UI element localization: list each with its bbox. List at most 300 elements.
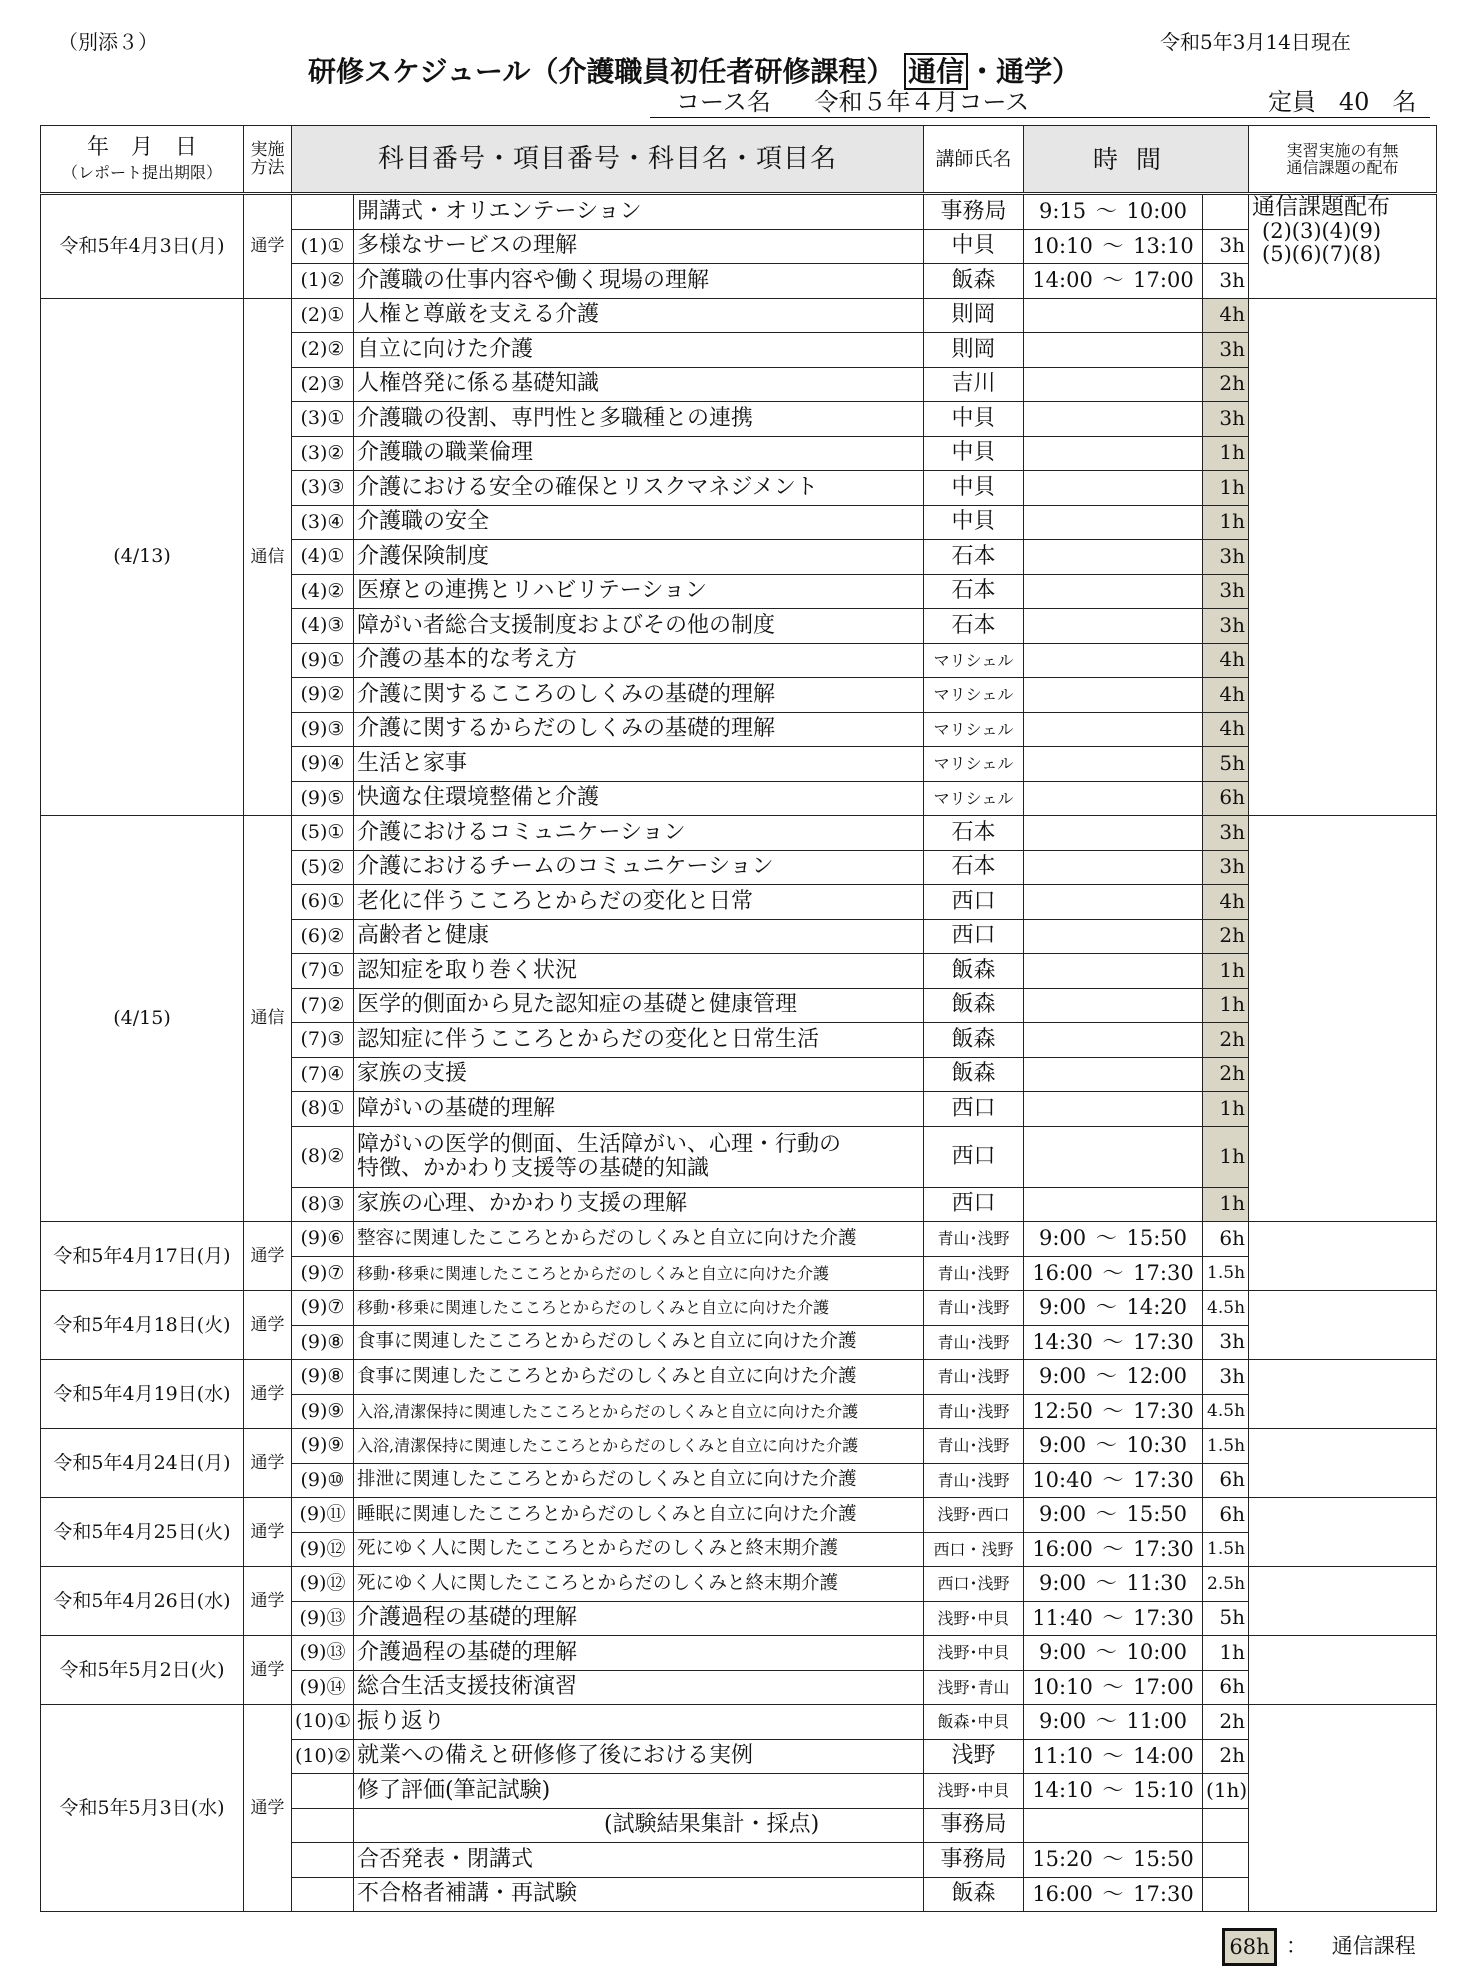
capacity-value: 40 [1338,88,1370,116]
subject-cell [354,298,924,333]
schedule-row [41,1291,1437,1326]
date-cell: 令和5年4月18日(火) [41,1291,244,1360]
hours-cell [1203,194,1249,230]
col-header-method [244,126,292,194]
subject-text: 介護過程の基礎的理解 [357,1639,578,1665]
subject-cell [354,1092,924,1127]
method-cell: 通学 [244,1291,292,1360]
hours-cell: 4h [1203,885,1249,920]
course-label: コース名 [676,88,771,116]
subject-text: 食事に関連したこころとからだのしくみと自立に向けた介護 [357,1365,857,1387]
lecturer-cell: 浅野･西口 [924,1498,1024,1533]
hours-cell: 6h [1203,1498,1249,1533]
hours-cell: 5h [1203,747,1249,782]
method-cell: 通信 [244,298,292,816]
hours-cell: 1h [1203,1092,1249,1127]
lecturer-cell: 浅野 [924,1739,1024,1774]
schedule-row [41,194,1437,230]
subject-cell [354,1567,924,1602]
subject-text: 開講式・オリエンテーション [357,198,642,224]
subject-cell [354,436,924,471]
lecturer-cell: 浅野･中貝 [924,1636,1024,1671]
total-hours-label [1286,1930,1416,1960]
lecturer-cell: 飯森 [924,954,1024,989]
subject-text: 死にゆく人に関したこころとからだのしくみと終末期介護 [357,1538,839,1560]
time-cell: 9:00 ～ 15:50 [1024,1498,1203,1533]
method-cell: 通学 [244,1429,292,1498]
item-code: (10)② [292,1739,354,1774]
time-cell: 10:40 ～ 17:30 [1024,1463,1203,1498]
method-cell: 通学 [244,1567,292,1636]
note-cell [1249,194,1437,299]
time-cell [1024,1187,1203,1222]
lecturer-cell: 中貝 [924,505,1024,540]
subject-cell [354,1739,924,1774]
subject-text: 認知症に伴うこころとからだの変化と日常生活 [357,1026,820,1052]
item-code: (1)① [292,229,354,264]
item-code [292,1843,354,1878]
subject-cell [354,1670,924,1705]
time-cell [1024,333,1203,368]
hours-cell: 6h [1203,1222,1249,1257]
item-code: (2)③ [292,367,354,402]
hours-cell: 3h [1203,850,1249,885]
subject-cell [354,367,924,402]
note-cell [1249,1567,1437,1636]
lecturer-cell: 青山･浅野 [924,1394,1024,1429]
subject-text: 介護保険制度 [357,543,490,569]
schedule-table [40,125,1437,1912]
subject-cell [354,1463,924,1498]
hours-cell: 1.5h [1203,1532,1249,1567]
subject-text: 家族の心理、かかわり支援の理解 [357,1191,688,1217]
col-header-note [1249,126,1437,194]
lecturer-cell: 中貝 [924,471,1024,506]
item-code: (9)⑫ [292,1567,354,1602]
lecturer-cell: 浅野･中貝 [924,1774,1024,1809]
subject-text: 介護職の職業倫理 [357,440,534,466]
subject-cell [354,1023,924,1058]
lecturer-cell: 飯森 [924,1057,1024,1092]
item-code: (9)④ [292,747,354,782]
subject-text: 認知症を取り巻く状況 [357,957,578,983]
hours-cell [1203,1843,1249,1878]
time-cell [1024,988,1203,1023]
item-code: (9)③ [292,712,354,747]
time-cell [1024,402,1203,437]
col-header-time: 時間 [1024,126,1249,194]
col-header-date-sub: （レポート提出期限） [61,163,222,183]
subject-cell [354,1774,924,1809]
item-code: (2)① [292,298,354,333]
lecturer-cell: マリシェル [924,747,1024,782]
subject-cell [354,229,924,264]
item-code: (3)② [292,436,354,471]
time-cell [1024,816,1203,851]
note-cell [1249,1705,1437,1912]
subject-cell [354,678,924,713]
total-hours-box: 68h [1222,1928,1277,1966]
time-cell [1024,1808,1203,1843]
hours-cell: 2h [1203,919,1249,954]
time-cell [1024,678,1203,713]
lecturer-cell: 飯森 [924,1023,1024,1058]
schedule-row [41,1567,1437,1602]
note-line: 通信課題配布 [1252,194,1391,220]
item-code: (3)④ [292,505,354,540]
subject-cell [354,1126,924,1187]
method-cell: 通信 [244,816,292,1222]
capacity-info [1268,82,1416,117]
schedule-row [41,816,1437,851]
subject-text: 修了評価(筆記試験) [357,1777,551,1803]
hours-cell: 4.5h [1203,1291,1249,1326]
subject-cell [354,1394,924,1429]
subject-text: 介護職の仕事内容や働く現場の理解 [357,267,710,293]
note-cell [1249,1360,1437,1429]
total-label-text: 通信課程 [1331,1934,1416,1958]
hours-cell: 3h [1203,229,1249,264]
time-cell: 9:00 ～ 11:00 [1024,1705,1203,1740]
lecturer-cell: マリシェル [924,678,1024,713]
item-code: (9)⑩ [292,1463,354,1498]
item-code: (9)⑥ [292,1222,354,1257]
time-cell: 9:00 ～ 12:00 [1024,1360,1203,1395]
subject-cell [354,1601,924,1636]
lecturer-cell: 浅野･青山 [924,1670,1024,1705]
subject-cell [354,333,924,368]
capacity-unit: 名 [1392,88,1417,116]
time-cell: 9:00 ～ 14:20 [1024,1291,1203,1326]
subject-text: 老化に伴うこころとからだの変化と日常 [357,888,754,914]
hours-cell: 3h [1203,264,1249,299]
method-cell: 通学 [244,1498,292,1567]
lecturer-cell: 事務局 [924,1808,1024,1843]
lecturer-cell: 浅野･中貝 [924,1601,1024,1636]
lecturer-cell: 中貝 [924,436,1024,471]
item-code: (9)⑨ [292,1394,354,1429]
subject-cell [354,1498,924,1533]
subject-text: 生活と家事 [357,750,468,776]
time-cell: 9:00 ～ 15:50 [1024,1222,1203,1257]
hours-cell: 6h [1203,1463,1249,1498]
time-cell [1024,609,1203,644]
hours-cell: 1h [1203,436,1249,471]
item-code: (9)② [292,678,354,713]
hours-cell: 4h [1203,298,1249,333]
hours-cell: 2h [1203,1739,1249,1774]
time-cell: 15:20 ～ 15:50 [1024,1843,1203,1878]
item-code: (9)⑫ [292,1532,354,1567]
time-cell [1024,954,1203,989]
lecturer-cell: 青山･浅野 [924,1222,1024,1257]
schedule-row [41,1705,1437,1740]
item-code: (3)① [292,402,354,437]
item-code: (5)② [292,850,354,885]
subject-cell [354,1057,924,1092]
subject-cell [354,1222,924,1257]
subject-text: 就業への備えと研修修了後における実例 [357,1743,754,1769]
time-cell [1024,712,1203,747]
schedule-row [41,1360,1437,1395]
subject-text: 介護に関するからだのしくみの基礎的理解 [357,716,776,742]
time-cell [1024,298,1203,333]
subject-text: (試験結果集計・採点) [604,1812,820,1838]
subject-cell [354,1291,924,1326]
subject-text: 入浴,清潔保持に関連したこころとからだのしくみと自立に向けた介護 [357,1436,859,1456]
subject-text: 介護におけるチームのコミュニケーション [357,854,774,880]
subject-text: 死にゆく人に関したこころとからだのしくみと終末期介護 [357,1572,839,1594]
item-code: (7)③ [292,1023,354,1058]
note-cell [1249,298,1437,816]
item-code: (2)② [292,333,354,368]
date-cell: 令和5年4月25日(火) [41,1498,244,1567]
hours-cell: 1.5h [1203,1429,1249,1464]
item-code: (8)① [292,1092,354,1127]
hours-cell: 1h [1203,988,1249,1023]
lecturer-cell: 青山･浅野 [924,1325,1024,1360]
hours-cell: 2h [1203,1023,1249,1058]
date-cell: 令和5年4月24日(月) [41,1429,244,1498]
item-code: (9)⑭ [292,1670,354,1705]
time-cell: 16:00 ～ 17:30 [1024,1532,1203,1567]
subject-cell [354,1532,924,1567]
subject-cell [354,540,924,575]
col-header-lecturer: 講師氏名 [924,126,1024,194]
time-cell: 14:00 ～ 17:00 [1024,264,1203,299]
lecturer-cell: 青山･浅野 [924,1429,1024,1464]
lecturer-cell: 西口・浅野 [924,1532,1024,1567]
col-header-note-line1: 実習実施の有無 [1286,140,1399,160]
lecturer-cell: 西口 [924,1126,1024,1187]
lecturer-cell: マリシェル [924,781,1024,816]
hours-cell: 3h [1203,402,1249,437]
subject-text: 整容に関連したこころとからだのしくみと自立に向けた介護 [357,1227,857,1249]
hours-cell: 3h [1203,333,1249,368]
item-code: (9)⑬ [292,1636,354,1671]
lecturer-cell: 飯森 [924,264,1024,299]
subject-cell [354,1360,924,1395]
hours-cell: 2h [1203,367,1249,402]
subject-text-line2: 特徴、かかわり支援等の基礎的知識 [357,1155,710,1181]
hours-cell: 1h [1203,471,1249,506]
item-code: (9)⑪ [292,1498,354,1533]
subject-cell [354,919,924,954]
date-cell: 令和5年4月26日(水) [41,1567,244,1636]
item-code: (10)① [292,1705,354,1740]
item-code: (8)③ [292,1187,354,1222]
course-info [676,82,1065,117]
item-code: (9)⑦ [292,1291,354,1326]
time-cell: 9:00 ～ 10:00 [1024,1636,1203,1671]
lecturer-cell: 石本 [924,540,1024,575]
lecturer-cell: 則岡 [924,298,1024,333]
subject-cell [354,1636,924,1671]
time-cell [1024,1057,1203,1092]
note-cell [1249,1498,1437,1567]
item-code [292,1877,354,1912]
time-cell [1024,643,1203,678]
time-cell [1024,471,1203,506]
subject-text: 排泄に関連したこころとからだのしくみと自立に向けた介護 [357,1469,857,1491]
subject-text: 家族の支援 [357,1061,468,1087]
header-row [41,126,1437,194]
time-cell [1024,1126,1203,1187]
hours-cell: 1h [1203,1187,1249,1222]
subject-text: 介護におけるコミュニケーション [357,819,686,845]
time-cell [1024,919,1203,954]
col-header-note-line2: 通信課題の配布 [1286,158,1399,177]
subject-text: 多様なサービスの理解 [357,233,578,259]
date-cell: (4/13) [41,298,244,816]
lecturer-cell: マリシェル [924,643,1024,678]
subject-text: 入浴,清潔保持に関連したこころとからだのしくみと自立に向けた介護 [357,1401,859,1421]
lecturer-cell: 青山･浅野 [924,1291,1024,1326]
subject-text: 不合格者補講・再試験 [357,1881,578,1907]
date-cell: 令和5年5月2日(火) [41,1636,244,1705]
hours-cell: 1h [1203,1636,1249,1671]
time-cell: 11:40 ～ 17:30 [1024,1601,1203,1636]
subject-cell [354,609,924,644]
item-code: (9)⑧ [292,1325,354,1360]
subject-text: 移動･移乗に関連したこころとからだのしくみと自立に向けた介護 [357,1298,830,1318]
subject-text: 介護職の役割、専門性と多職種との連携 [357,405,754,431]
subject-cell [354,954,924,989]
subject-text: 介護職の安全 [357,509,490,535]
note-cell [1249,1291,1437,1360]
annex-label: （別添３） [58,30,158,54]
col-header-date [41,126,244,194]
item-code: (3)③ [292,471,354,506]
note-cell [1249,816,1437,1222]
subject-cell [354,988,924,1023]
col-header-method-text: 実施方法 [250,139,285,178]
method-cell: 通学 [244,1636,292,1705]
lecturer-cell: 石本 [924,850,1024,885]
date-cell: 令和5年4月19日(水) [41,1360,244,1429]
hours-cell: 3h [1203,1325,1249,1360]
subject-text: 睡眠に関連したこころとからだのしくみと自立に向けた介護 [357,1503,857,1525]
hours-cell: 1h [1203,954,1249,989]
time-cell [1024,781,1203,816]
item-code [292,1808,354,1843]
item-code [292,194,354,230]
hours-cell: 4h [1203,643,1249,678]
lecturer-cell: 石本 [924,816,1024,851]
hours-cell: 4.5h [1203,1394,1249,1429]
time-cell [1024,436,1203,471]
lecturer-cell: 則岡 [924,333,1024,368]
schedule-row [41,298,1437,333]
time-cell [1024,1092,1203,1127]
subject-text: 障がいの基礎的理解 [357,1095,556,1121]
subject-cell [354,1808,924,1843]
subject-cell [354,816,924,851]
col-header-subject: 科目番号・項目番号・科目名・項目名 [292,126,924,194]
date-cell: (4/15) [41,816,244,1222]
subject-cell [354,194,924,230]
item-code: (6)① [292,885,354,920]
lecturer-cell: 事務局 [924,194,1024,230]
time-cell: 14:30 ～ 17:30 [1024,1325,1203,1360]
lecturer-cell: 事務局 [924,1843,1024,1878]
lecturer-cell: 西口 [924,1092,1024,1127]
lecturer-cell: 西口･浅野 [924,1567,1024,1602]
subject-cell [354,747,924,782]
hours-cell: 1h [1203,1126,1249,1187]
date-cell: 令和5年4月3日(月) [41,194,244,299]
lecturer-cell: 飯森 [924,1877,1024,1912]
hours-cell: 3h [1203,540,1249,575]
item-code: (9)⑤ [292,781,354,816]
capacity-label: 定員 [1268,88,1316,116]
lecturer-cell: 青山･浅野 [924,1256,1024,1291]
subject-cell [354,1325,924,1360]
time-cell: 9:00 ～ 11:30 [1024,1567,1203,1602]
hours-cell: 6h [1203,1670,1249,1705]
lecturer-cell: 西口 [924,885,1024,920]
title-method-boxed: 通信 [904,53,968,90]
subject-text: 介護に関するこころのしくみの基礎的理解 [357,681,776,707]
date-cell: 令和5年5月3日(水) [41,1705,244,1912]
subject-cell [354,1429,924,1464]
item-code: (6)② [292,919,354,954]
lecturer-cell: 西口 [924,1187,1024,1222]
schedule-body [41,194,1437,1912]
subject-text: 快適な住環境整備と介護 [357,785,600,811]
item-code: (4)① [292,540,354,575]
lecturer-cell: 中貝 [924,402,1024,437]
schedule-row [41,1636,1437,1671]
hours-cell [1203,1808,1249,1843]
note-line: (2)(3)(4)(9) [1262,218,1382,243]
hours-cell: 2h [1203,1057,1249,1092]
item-code: (8)② [292,1126,354,1187]
item-code: (7)④ [292,1057,354,1092]
subject-text: 自立に向けた介護 [357,336,534,362]
lecturer-cell: 飯森･中貝 [924,1705,1024,1740]
hours-cell: 3h [1203,574,1249,609]
time-cell: 10:10 ～ 13:10 [1024,229,1203,264]
subject-cell [354,1705,924,1740]
subject-cell [354,643,924,678]
subject-cell [354,885,924,920]
hours-cell: 4h [1203,678,1249,713]
time-cell: 11:10 ～ 14:00 [1024,1739,1203,1774]
item-code: (7)① [292,954,354,989]
subject-cell [354,402,924,437]
time-cell: 9:00 ～ 10:30 [1024,1429,1203,1464]
course-underline [650,117,1430,118]
as-of-date: 令和5年3月14日現在 [1160,30,1351,54]
lecturer-cell: 吉川 [924,367,1024,402]
lecturer-cell: 石本 [924,609,1024,644]
item-code: (9)⑨ [292,1429,354,1464]
note-cell [1249,1636,1437,1705]
hours-cell [1203,1877,1249,1912]
hours-cell: 2h [1203,1705,1249,1740]
lecturer-cell: 青山･浅野 [924,1463,1024,1498]
time-cell [1024,574,1203,609]
hours-cell: (1h) [1203,1774,1249,1809]
total-colon: ： [1286,1934,1307,1958]
subject-cell [354,712,924,747]
subject-cell [354,264,924,299]
subject-text: 介護の基本的な考え方 [357,647,578,673]
lecturer-cell: 青山･浅野 [924,1360,1024,1395]
time-cell [1024,367,1203,402]
item-code: (1)② [292,264,354,299]
